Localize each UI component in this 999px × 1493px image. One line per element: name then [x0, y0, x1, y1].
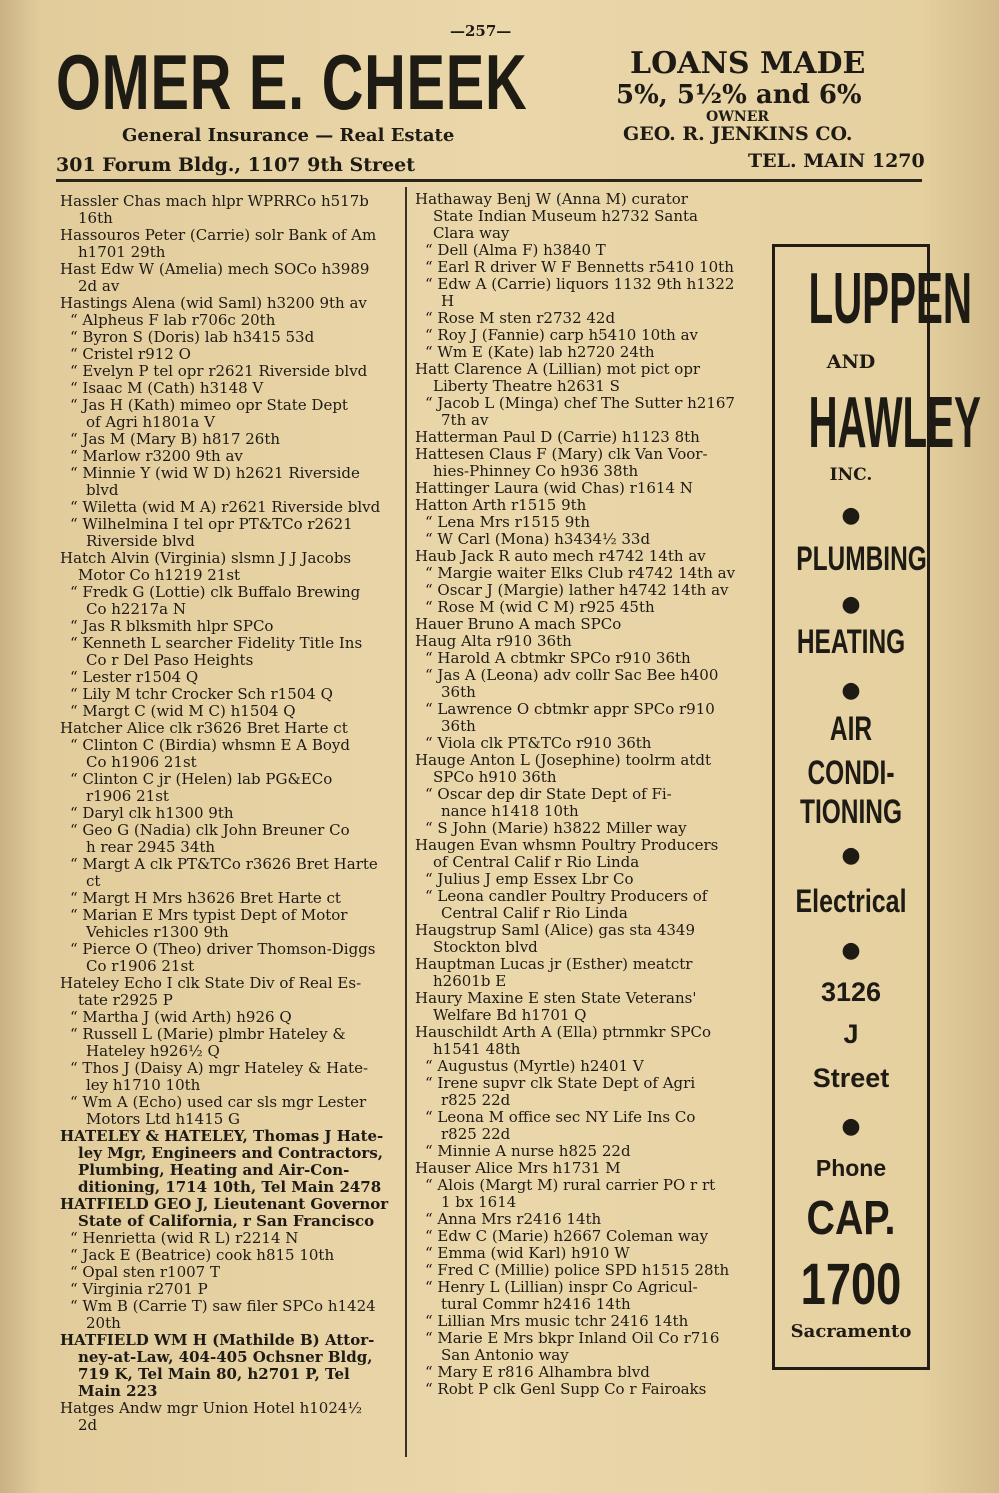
entry-line: Clara way [433, 224, 510, 242]
entry-line: “ Henry L (Lillian) inspr Co Agricul- [425, 1278, 698, 1296]
directory-entry [60, 1298, 402, 1332]
directory-entry [60, 618, 402, 635]
entry-line: HATELEY & HATELEY, Thomas J Hate- [60, 1127, 384, 1145]
entry-line: “ Robt P clk Genl Supp Co r Fairoaks [425, 1380, 707, 1398]
entry-line: Hatt Clarence A (Lillian) mot pict opr [415, 360, 701, 378]
entry-line: “ Rose M sten r2732 42d [425, 309, 616, 327]
directory-entry [60, 227, 402, 261]
bullet-icon: ● [841, 1113, 861, 1139]
directory-entry [415, 888, 765, 922]
entry-line: “ Marian E Mrs typist Dept of Motor [70, 906, 348, 924]
directory-entry [60, 499, 402, 516]
column-divider [405, 187, 407, 1457]
ad-street-number: 3126 [820, 977, 882, 1007]
directory-entry [60, 669, 402, 686]
directory-entry [415, 752, 765, 786]
directory-entry [415, 259, 765, 276]
directory-entry [415, 276, 765, 310]
entry-line: Hattinger Laura (wid Chas) r1614 N [415, 479, 693, 497]
entry-line: San Antonio way [441, 1346, 569, 1364]
entry-line: “ Jas R blksmith hlpr SPCo [70, 617, 274, 635]
directory-entry [60, 516, 402, 550]
entry-line: of Agri h1801a V [86, 413, 215, 431]
ad-electrical: Electrical [795, 883, 907, 919]
entry-line: tural Commr h2416 14th [441, 1295, 631, 1313]
entry-line: “ Emma (wid Karl) h910 W [425, 1244, 630, 1262]
entry-line: h rear 2945 34th [86, 838, 216, 856]
entry-line: “ Marie E Mrs bkpr Inland Oil Co r716 [425, 1329, 720, 1347]
directory-entry [60, 703, 402, 720]
directory-entry [60, 737, 402, 771]
directory-entry [60, 1332, 402, 1400]
ad-street-letter: J [843, 1019, 859, 1049]
entry-line: Vehicles r1300 9th [86, 923, 229, 941]
entry-line: 7th av [441, 411, 489, 429]
ad-and: AND [826, 351, 876, 373]
directory-entry [415, 344, 765, 361]
directory-entry [60, 975, 402, 1009]
entry-line: “ Martha J (wid Arth) h926 Q [70, 1008, 292, 1026]
ad-phone-label: Phone [815, 1155, 887, 1181]
directory-entry [60, 329, 402, 346]
entry-line: “ Earl R driver W F Bennetts r5410 10th [425, 258, 734, 276]
directory-entry [60, 1026, 402, 1060]
bullet-icon: ● [841, 842, 861, 868]
directory-entry [415, 1228, 765, 1245]
directory-entry [60, 193, 402, 227]
entry-line: “ Leona candler Poultry Producers of [425, 887, 708, 905]
entry-line: Liberty Theatre h2631 S [433, 377, 620, 395]
page-number: —257— [450, 22, 512, 40]
entry-line: Haury Maxine E sten State Veterans' [415, 989, 697, 1007]
entry-line: Hauser Alice Mrs h1731 M [415, 1159, 621, 1177]
bullet-icon: ● [841, 502, 861, 528]
entry-line: Hauschildt Arth A (Ella) ptrnmkr SPCo [415, 1023, 712, 1041]
left-column-listings [60, 193, 402, 1434]
entry-line: State Indian Museum h2732 Santa [433, 207, 698, 225]
entry-line: 719 K, Tel Main 80, h2701 P, Tel [78, 1365, 350, 1383]
entry-line: “ Oscar dep dir State Dept of Fi- [425, 785, 672, 803]
entry-line: “ Fred C (Millie) police SPD h1515 28th [425, 1261, 730, 1279]
entry-line: Hauptman Lucas jr (Esther) meatctr [415, 955, 693, 973]
ad-name-luppen: LUPPEN [808, 259, 972, 339]
entry-line: “ Jas H (Kath) mimeo opr State Dept [70, 396, 348, 414]
directory-entry [60, 431, 402, 448]
entry-line: “ Lester r1504 Q [70, 668, 199, 686]
entry-line: H [441, 292, 455, 310]
entry-line: “ Henrietta (wid R L) r2214 N [70, 1229, 299, 1247]
owner-label: OWNER [706, 109, 770, 125]
directory-entry [60, 1230, 402, 1247]
entry-line: “ Lily M tchr Crocker Sch r1504 Q [70, 685, 333, 703]
directory-entry [60, 890, 402, 907]
directory-entry [60, 584, 402, 618]
directory-entry [60, 686, 402, 703]
directory-entry [60, 771, 402, 805]
directory-entry [415, 1177, 765, 1211]
entry-line: “ Cristel r912 O [70, 345, 191, 363]
directory-entry [60, 295, 402, 312]
entry-line: Hatterman Paul D (Carrie) h1123 8th [415, 428, 700, 446]
entry-line: h2601b E [433, 972, 507, 990]
entry-line: nance h1418 10th [441, 802, 579, 820]
entry-line: “ Leona M office sec NY Life Ins Co [425, 1108, 696, 1126]
directory-entry [415, 310, 765, 327]
entry-line: “ Jacob L (Minga) chef The Sutter h2167 [425, 394, 735, 412]
entry-line: “ Edw A (Carrie) liquors 1132 9th h1322 [425, 275, 735, 293]
entry-line: “ Alpheus F lab r706c 20th [70, 311, 276, 329]
ad-phone-number: 1700 [800, 1252, 902, 1317]
directory-entry [60, 635, 402, 669]
directory-entry [415, 446, 765, 480]
entry-line: “ Wm B (Carrie T) saw filer SPCo h1424 [70, 1297, 376, 1315]
luppen-hawley-ad [772, 244, 981, 1370]
directory-entry [415, 735, 765, 752]
entry-line: Hast Edw W (Amelia) mech SOCo h3989 [60, 260, 370, 278]
entry-line: “ Pierce O (Theo) driver Thomson-Diggs [70, 940, 376, 958]
entry-line: Co r Del Paso Heights [86, 651, 254, 669]
owner-company: GEO. R. JENKINS CO. [623, 123, 853, 145]
entry-line: “ Alois (Margt M) rural carrier PO r rt [425, 1176, 716, 1194]
entry-line: “ Rose M (wid C M) r925 45th [425, 598, 655, 616]
directory-entry [60, 1196, 402, 1230]
entry-line: 36th [441, 683, 476, 701]
directory-entry [415, 327, 765, 344]
directory-entry [415, 956, 765, 990]
entry-line: Motor Co h1219 21st [78, 566, 241, 584]
directory-entry [60, 1060, 402, 1094]
entry-line: 2d av [78, 277, 120, 295]
entry-line: “ Isaac M (Cath) h3148 V [70, 379, 264, 397]
bullet-icon: ● [841, 677, 861, 703]
header-ad-subtitle: General Insurance — Real Estate [122, 125, 455, 146]
entry-line: 2d [78, 1416, 98, 1434]
right-column-listings [415, 191, 765, 1398]
entry-line: of Central Calif r Rio Linda [433, 853, 640, 871]
entry-line: Hatcher Alice clk r3626 Bret Harte ct [60, 719, 348, 737]
directory-entry [60, 720, 402, 737]
directory-entry [415, 395, 765, 429]
entry-line: 16th [78, 209, 113, 227]
entry-line: Co h2217a N [86, 600, 186, 618]
entry-line: Hateley Echo I clk State Div of Real Es- [60, 974, 362, 992]
directory-entry [60, 312, 402, 329]
directory-entry [415, 990, 765, 1024]
directory-entry [415, 514, 765, 531]
entry-line: “ Edw C (Marie) h2667 Coleman way [425, 1227, 709, 1245]
entry-line: ct [86, 872, 101, 890]
directory-entry [415, 786, 765, 820]
entry-line: Hauge Anton L (Josephine) toolrm atdt [415, 751, 711, 769]
entry-line: “ Evelyn P tel opr r2621 Riverside blvd [70, 362, 368, 380]
directory-entry [60, 1009, 402, 1026]
directory-entry [415, 633, 765, 650]
entry-line: Main 223 [78, 1382, 158, 1400]
directory-entry [60, 822, 402, 856]
loans-heading: LOANS MADE [630, 46, 866, 81]
header-telephone: TEL. MAIN 1270 [748, 150, 925, 172]
directory-entry [415, 531, 765, 548]
entry-line: “ Mary E r816 Alhambra blvd [425, 1363, 650, 1381]
directory-entry [60, 941, 402, 975]
directory-entry [60, 363, 402, 380]
entry-line: Haugstrup Saml (Alice) gas sta 4349 [415, 921, 696, 939]
directory-entry [415, 922, 765, 956]
entry-line: “ Marlow r3200 9th av [70, 447, 243, 465]
entry-line: “ Margt A clk PT&TCo r3626 Bret Harte [70, 855, 378, 873]
entry-line: “ Russell L (Marie) plmbr Hateley & [70, 1025, 346, 1043]
entry-line: 36th [441, 717, 476, 735]
directory-entry [60, 1264, 402, 1281]
entry-line: Hassouros Peter (Carrie) solr Bank of Am [60, 226, 377, 244]
entry-line: blvd [86, 481, 119, 499]
directory-entry [415, 871, 765, 888]
entry-line: “ Lawrence O cbtmkr appr SPCo r910 [425, 700, 715, 718]
entry-line: h1541 48th [433, 1040, 521, 1058]
entry-line: h1701 29th [78, 243, 166, 261]
entry-line: “ Virginia r2701 P [70, 1280, 208, 1298]
ad-air: AIR [829, 710, 873, 748]
entry-line: ney-at-Law, 404-405 Ochsner Bldg, [78, 1348, 373, 1366]
entry-line: Hatges Andw mgr Union Hotel h1024½ [60, 1399, 362, 1417]
directory-entry [415, 650, 765, 667]
ad-heating: HEATING [796, 623, 906, 661]
header-ad-name: OMER E. CHEEK [56, 38, 528, 126]
entry-line: “ Opal sten r1007 T [70, 1263, 220, 1281]
entry-line: Hatch Alvin (Virginia) slsmn J J Jacobs [60, 549, 352, 567]
directory-entry [60, 397, 402, 431]
directory-entry [415, 1160, 765, 1177]
directory-entry [415, 565, 765, 582]
entry-line: “ Thos J (Daisy A) mgr Hateley & Hate- [70, 1059, 369, 1077]
directory-entry [60, 448, 402, 465]
directory-entry [415, 1262, 765, 1279]
entry-line: “ Jas A (Leona) adv collr Sac Bee h400 [425, 666, 719, 684]
entry-line: “ Jack E (Beatrice) cook h815 10th [70, 1246, 335, 1264]
entry-line: Central Calif r Rio Linda [441, 904, 628, 922]
directory-entry [415, 616, 765, 633]
entry-line: tate r2925 P [78, 991, 173, 1009]
entry-line: ditioning, 1714 10th, Tel Main 2478 [78, 1178, 382, 1196]
entry-line: HATFIELD WM H (Mathilde B) Attor- [60, 1331, 375, 1349]
directory-entry [415, 191, 765, 242]
entry-line: “ Wm A (Echo) used car sls mgr Lester [70, 1093, 367, 1111]
header-ad-address: 301 Forum Bldg., 1107 9th Street [56, 154, 416, 176]
entry-line: ley Mgr, Engineers and Contractors, [78, 1144, 383, 1162]
directory-entry [415, 1143, 765, 1160]
entry-line: “ Dell (Alma F) h3840 T [425, 241, 606, 259]
directory-entry [415, 667, 765, 701]
entry-line: “ Kenneth L searcher Fidelity Title Ins [70, 634, 363, 652]
entry-line: Riverside blvd [86, 532, 195, 550]
entry-line: 1 bx 1614 [441, 1193, 517, 1211]
entry-line: “ Oscar J (Margie) lather h4742 14th av [425, 581, 729, 599]
directory-entry [415, 820, 765, 837]
loan-rates: 5%, 5½% and 6% [616, 80, 862, 110]
ad-cap: CAP. [806, 1192, 896, 1245]
entry-line: Hatton Arth r1515 9th [415, 496, 587, 514]
ad-inc: INC. [829, 465, 873, 485]
directory-entry [415, 701, 765, 735]
entry-line: Haub Jack R auto mech r4742 14th av [415, 547, 706, 565]
entry-line: “ Fredk G (Lottie) clk Buffalo Brewing [70, 583, 361, 601]
entry-line: “ Wiletta (wid M A) r2621 Riverside blvd [70, 498, 381, 516]
directory-entry [415, 429, 765, 446]
bullet-icon: ● [841, 937, 861, 963]
entry-line: “ Jas M (Mary B) h817 26th [70, 430, 281, 448]
entry-line: “ Harold A cbtmkr SPCo r910 36th [425, 649, 691, 667]
ad-name-hawley: HAWLEY [808, 383, 981, 463]
directory-entry [415, 1364, 765, 1381]
entry-line: “ Margie waiter Elks Club r4742 14th av [425, 564, 736, 582]
entry-line: SPCo h910 36th [433, 768, 557, 786]
ad-tioning: TIONING [799, 793, 902, 831]
entry-line: “ Margt C (wid M C) h1504 Q [70, 702, 296, 720]
entry-line: HATFIELD GEO J, Lieutenant Governor [60, 1195, 389, 1213]
directory-entry [415, 480, 765, 497]
entry-line: “ Daryl clk h1300 9th [70, 804, 234, 822]
entry-line: “ Wilhelmina I tel opr PT&TCo r2621 [70, 515, 353, 533]
directory-entry [60, 1128, 402, 1196]
directory-entry [415, 1279, 765, 1313]
entry-line: “ Julius J emp Essex Lbr Co [425, 870, 634, 888]
directory-entry [60, 346, 402, 363]
entry-line: Haug Alta r910 36th [415, 632, 572, 650]
entry-line: “ Clinton C jr (Helen) lab PG&ECo [70, 770, 333, 788]
directory-entry [415, 1245, 765, 1262]
directory-entry [60, 1281, 402, 1298]
directory-entry [60, 907, 402, 941]
bullet-icon: ● [841, 591, 861, 617]
directory-entry [60, 380, 402, 397]
directory-entry [415, 599, 765, 616]
header-rule [56, 179, 922, 182]
entry-line: Hastings Alena (wid Saml) h3200 9th av [60, 294, 367, 312]
directory-entry [415, 1211, 765, 1228]
entry-line: “ S John (Marie) h3822 Miller way [425, 819, 687, 837]
entry-line: r825 22d [441, 1091, 511, 1109]
directory-entry [415, 1313, 765, 1330]
entry-line: “ Margt H Mrs h3626 Bret Harte ct [70, 889, 341, 907]
entry-line: Hauer Bruno A mach SPCo [415, 615, 622, 633]
directory-entry [415, 1058, 765, 1075]
directory-entry [60, 550, 402, 584]
directory-entry [415, 242, 765, 259]
entry-line: Motors Ltd h1415 G [86, 1110, 241, 1128]
entry-line: hies-Phinney Co h936 38th [433, 462, 639, 480]
entry-line: “ Byron S (Doris) lab h3415 53d [70, 328, 315, 346]
entry-line: “ Lena Mrs r1515 9th [425, 513, 590, 531]
entry-line: “ Geo G (Nadia) clk John Breuner Co [70, 821, 350, 839]
entry-line: “ Viola clk PT&TCo r910 36th [425, 734, 652, 752]
ad-street: Street [812, 1063, 890, 1093]
entry-line: Hattesen Claus F (Mary) clk Van Voor- [415, 445, 708, 463]
directory-entry [415, 548, 765, 565]
entry-line: Stockton blvd [433, 938, 538, 956]
directory-entry [415, 1330, 765, 1364]
entry-line: State of California, r San Francisco [78, 1212, 375, 1230]
directory-entry [415, 1075, 765, 1109]
directory-entry [415, 837, 765, 871]
entry-line: “ Anna Mrs r2416 14th [425, 1210, 602, 1228]
directory-entry [415, 497, 765, 514]
entry-line: “ Irene supvr clk State Dept of Agri [425, 1074, 696, 1092]
entry-line: “ Lillian Mrs music tchr 2416 14th [425, 1312, 689, 1330]
entry-line: ley h1710 10th [86, 1076, 201, 1094]
directory-entry [60, 261, 402, 295]
entry-line: r1906 21st [86, 787, 169, 805]
entry-line: “ Clinton C (Birdia) whsmn E A Boyd [70, 736, 351, 754]
entry-line: “ W Carl (Mona) h3434½ 33d [425, 530, 651, 548]
entry-line: Haugen Evan whsmn Poultry Producers [415, 836, 719, 854]
entry-line: Co r1906 21st [86, 957, 195, 975]
entry-line: Co h1906 21st [86, 753, 197, 771]
entry-line: r825 22d [441, 1125, 511, 1143]
directory-entry [415, 361, 765, 395]
entry-line: “ Augustus (Myrtle) h2401 V [425, 1057, 644, 1075]
directory-entry [60, 805, 402, 822]
ad-plumbing: PLUMBING [796, 540, 927, 578]
entry-line: “ Minnie A nurse h825 22d [425, 1142, 631, 1160]
entry-line: Hathaway Benj W (Anna M) curator [415, 190, 688, 208]
entry-line: “ Wm E (Kate) lab h2720 24th [425, 343, 655, 361]
directory-entry [415, 1109, 765, 1143]
directory-entry [60, 1094, 402, 1128]
ad-city: Sacramento [790, 1321, 912, 1342]
entry-line: Plumbing, Heating and Air-Con- [78, 1161, 350, 1179]
ad-condi: CONDI- [807, 754, 895, 792]
entry-line: “ Roy J (Fannie) carp h5410 10th av [425, 326, 699, 344]
directory-entry [415, 582, 765, 599]
directory-entry [60, 1400, 402, 1434]
entry-line: “ Minnie Y (wid W D) h2621 Riverside [70, 464, 360, 482]
directory-entry [60, 856, 402, 890]
directory-entry [60, 1247, 402, 1264]
entry-line: 20th [86, 1314, 121, 1332]
directory-entry [60, 465, 402, 499]
directory-entry [415, 1381, 765, 1398]
entry-line: Welfare Bd h1701 Q [433, 1006, 587, 1024]
entry-line: Hassler Chas mach hlpr WPRRCo h517b [60, 192, 369, 210]
directory-entry [415, 1024, 765, 1058]
entry-line: Hateley h926½ Q [86, 1042, 220, 1060]
